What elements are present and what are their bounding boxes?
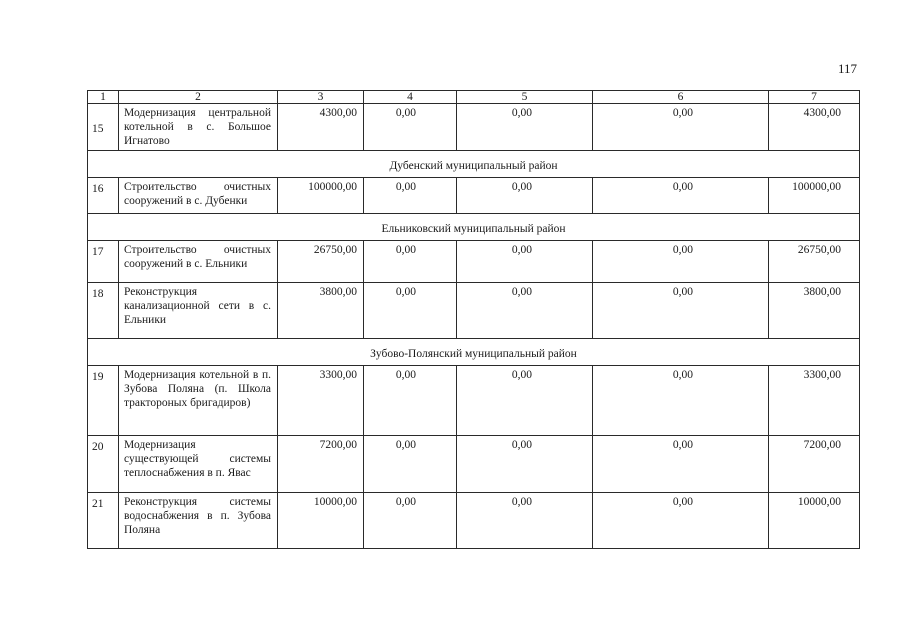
value-col7: 7200,00 [769,436,860,493]
value-col3: 10000,00 [278,493,364,549]
value-col4: 0,00 [364,104,457,151]
column-header-row [88,91,860,104]
value-col5: 0,00 [457,104,593,151]
district-row [88,214,860,241]
investment-table [87,90,860,549]
row-number: 20 [88,436,119,493]
row-number: 17 [88,241,119,283]
value-col3: 100000,00 [278,178,364,214]
value-col4: 0,00 [364,178,457,214]
value-col5: 0,00 [457,366,593,436]
value-col3: 7200,00 [278,436,364,493]
value-col7: 3300,00 [769,366,860,436]
value-col5: 0,00 [457,241,593,283]
table-row [88,241,860,283]
value-col6: 0,00 [593,178,769,214]
value-col4: 0,00 [364,283,457,339]
row-number: 19 [88,366,119,436]
district-row [88,339,860,366]
district-title: Дубенский муниципальный район [88,151,860,178]
row-number: 21 [88,493,119,549]
value-col5: 0,00 [457,283,593,339]
value-col6: 0,00 [593,283,769,339]
value-col7: 4300,00 [769,104,860,151]
value-col4: 0,00 [364,493,457,549]
value-col5: 0,00 [457,436,593,493]
object-name: Реконструкция канализационной сети в с. Ельники [119,283,278,339]
column-header: 1 [88,91,119,104]
row-number: 18 [88,283,119,339]
table-row [88,178,860,214]
value-col3: 4300,00 [278,104,364,151]
table-row [88,283,860,339]
value-col7: 26750,00 [769,241,860,283]
value-col6: 0,00 [593,241,769,283]
value-col5: 0,00 [457,493,593,549]
object-name: Модернизация котельной в п. Зубова Поляна (п. Школа трактороных бригадиров) [119,366,278,436]
district-title: Зубово-Полянский муниципальный район [88,339,860,366]
column-header: 6 [593,91,769,104]
district-title: Ельниковский муниципальный район [88,214,860,241]
object-name: Модернизация центральной котельной в с. Большое Игнатово [119,104,278,151]
value-col6: 0,00 [593,493,769,549]
value-col7: 10000,00 [769,493,860,549]
value-col4: 0,00 [364,241,457,283]
value-col3: 26750,00 [278,241,364,283]
page-number: 117 [838,61,858,76]
value-col3: 3800,00 [278,283,364,339]
value-col3: 3300,00 [278,366,364,436]
column-header: 2 [119,91,278,104]
value-col6: 0,00 [593,104,769,151]
object-name: Строительство очистных сооружений в с. Ельники [119,241,278,283]
value-col5: 0,00 [457,178,593,214]
district-row [88,151,860,178]
value-col6: 0,00 [593,366,769,436]
value-col7: 3800,00 [769,283,860,339]
value-col6: 0,00 [593,436,769,493]
column-header: 5 [457,91,593,104]
table-row [88,366,860,436]
table-row [88,104,860,151]
column-header: 3 [278,91,364,104]
object-name: Реконструкция системы водоснабжения в п. Зубова Поляна [119,493,278,549]
value-col4: 0,00 [364,436,457,493]
table-row [88,436,860,493]
value-col4: 0,00 [364,366,457,436]
object-name: Строительство очистных сооружений в с. Дубенки [119,178,278,214]
column-header: 7 [769,91,860,104]
object-name: Модернизация существующей системы теплоснабжения в п. Явас [119,436,278,493]
row-number: 16 [88,178,119,214]
table-row [88,493,860,549]
row-number: 15 [88,104,119,151]
column-header: 4 [364,91,457,104]
value-col7: 100000,00 [769,178,860,214]
